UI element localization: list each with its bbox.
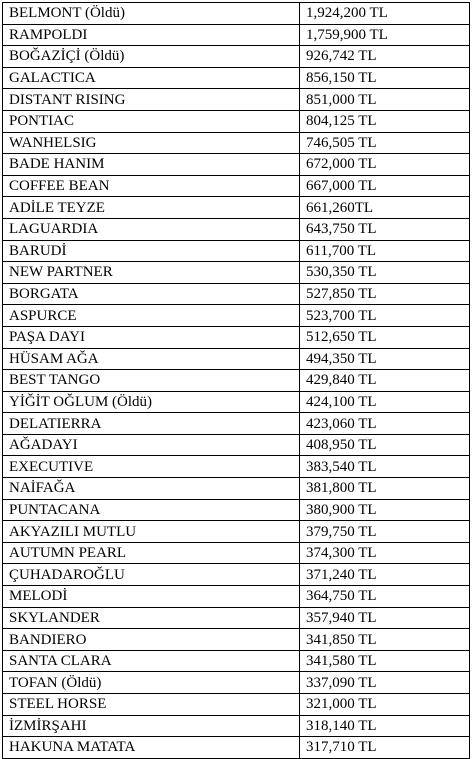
earnings-amount-cell: 364,750 TL <box>300 586 470 608</box>
horse-name-cell: NAİFAĞA <box>3 478 300 500</box>
horse-name-cell: BOĞAZİÇİ (Öldü) <box>3 46 300 68</box>
table-row <box>3 478 470 500</box>
table-row <box>3 197 470 219</box>
earnings-amount-cell: 317,710 TL <box>300 737 470 759</box>
table-row <box>3 283 470 305</box>
table-row <box>3 456 470 478</box>
horse-name-cell: HAKUNA MATATA <box>3 737 300 759</box>
earnings-amount-cell: 357,940 TL <box>300 607 470 629</box>
earnings-amount-cell: 408,950 TL <box>300 434 470 456</box>
horse-name-cell: YİĞİT OĞLUM (Öldü) <box>3 391 300 413</box>
horse-name-cell: COFFEE BEAN <box>3 175 300 197</box>
earnings-amount-cell: 374,300 TL <box>300 542 470 564</box>
horse-name-cell: RAMPOLDI <box>3 24 300 46</box>
horse-name-cell: DELATIERRA <box>3 413 300 435</box>
table-row <box>3 370 470 392</box>
table-row <box>3 240 470 262</box>
horse-name-cell: SANTA CLARA <box>3 650 300 672</box>
earnings-amount-cell: 926,742 TL <box>300 46 470 68</box>
horse-name-cell: AKYAZILI MUTLU <box>3 521 300 543</box>
earnings-amount-cell: 379,750 TL <box>300 521 470 543</box>
earnings-amount-cell: 512,650 TL <box>300 326 470 348</box>
earnings-amount-cell: 1,924,200 TL <box>300 3 470 25</box>
earnings-table <box>2 2 470 759</box>
horse-name-cell: WANHELSIG <box>3 132 300 154</box>
table-row <box>3 46 470 68</box>
table-row <box>3 326 470 348</box>
table-row <box>3 218 470 240</box>
horse-name-cell: MELODİ <box>3 586 300 608</box>
table-row <box>3 737 470 759</box>
earnings-amount-cell: 851,000 TL <box>300 89 470 111</box>
earnings-amount-cell: 1,759,900 TL <box>300 24 470 46</box>
horse-name-cell: STEEL HORSE <box>3 694 300 716</box>
earnings-amount-cell: 494,350 TL <box>300 348 470 370</box>
table-row <box>3 607 470 629</box>
table-row <box>3 348 470 370</box>
horse-name-cell: AUTUMN PEARL <box>3 542 300 564</box>
horse-name-cell: PAŞA DAYI <box>3 326 300 348</box>
table-row <box>3 586 470 608</box>
horse-name-cell: BADE HANIM <box>3 154 300 176</box>
horse-name-cell: HÜSAM AĞA <box>3 348 300 370</box>
earnings-amount-cell: 380,900 TL <box>300 499 470 521</box>
horse-name-cell: BARUDİ <box>3 240 300 262</box>
table-row <box>3 24 470 46</box>
horse-name-cell: ASPURCE <box>3 305 300 327</box>
table-row <box>3 650 470 672</box>
table-row <box>3 715 470 737</box>
horse-name-cell: LAGUARDIA <box>3 218 300 240</box>
earnings-amount-cell: 667,000 TL <box>300 175 470 197</box>
horse-name-cell: SKYLANDER <box>3 607 300 629</box>
horse-name-cell: ADİLE TEYZE <box>3 197 300 219</box>
table-row <box>3 391 470 413</box>
earnings-amount-cell: 527,850 TL <box>300 283 470 305</box>
table-row <box>3 132 470 154</box>
table-row <box>3 3 470 25</box>
earnings-amount-cell: 746,505 TL <box>300 132 470 154</box>
earnings-amount-cell: 318,140 TL <box>300 715 470 737</box>
table-row <box>3 175 470 197</box>
earnings-amount-cell: 804,125 TL <box>300 110 470 132</box>
horse-name-cell: PONTIAC <box>3 110 300 132</box>
earnings-amount-cell: 321,000 TL <box>300 694 470 716</box>
table-row <box>3 521 470 543</box>
earnings-amount-cell: 424,100 TL <box>300 391 470 413</box>
earnings-amount-cell: 423,060 TL <box>300 413 470 435</box>
horse-name-cell: İZMİRŞAHI <box>3 715 300 737</box>
horse-name-cell: EXECUTIVE <box>3 456 300 478</box>
earnings-amount-cell: 383,540 TL <box>300 456 470 478</box>
horse-name-cell: BANDIERO <box>3 629 300 651</box>
table-row <box>3 89 470 111</box>
table-row <box>3 305 470 327</box>
earnings-amount-cell: 856,150 TL <box>300 67 470 89</box>
table-row <box>3 629 470 651</box>
document-page <box>2 2 469 754</box>
earnings-amount-cell: 429,840 TL <box>300 370 470 392</box>
earnings-amount-cell: 661,260TL <box>300 197 470 219</box>
table-row <box>3 499 470 521</box>
table-row <box>3 564 470 586</box>
table-row <box>3 67 470 89</box>
horse-name-cell: TOFAN (Öldü) <box>3 672 300 694</box>
table-row <box>3 413 470 435</box>
horse-name-cell: BORGATA <box>3 283 300 305</box>
horse-name-cell: BELMONT (Öldü) <box>3 3 300 25</box>
earnings-amount-cell: 381,800 TL <box>300 478 470 500</box>
earnings-amount-cell: 611,700 TL <box>300 240 470 262</box>
table-row <box>3 262 470 284</box>
earnings-amount-cell: 672,000 TL <box>300 154 470 176</box>
earnings-amount-cell: 530,350 TL <box>300 262 470 284</box>
table-row <box>3 110 470 132</box>
horse-name-cell: GALACTICA <box>3 67 300 89</box>
earnings-amount-cell: 341,850 TL <box>300 629 470 651</box>
horse-name-cell: ÇUHADAROĞLU <box>3 564 300 586</box>
table-row <box>3 542 470 564</box>
table-row <box>3 694 470 716</box>
horse-name-cell: NEW PARTNER <box>3 262 300 284</box>
table-row <box>3 672 470 694</box>
horse-name-cell: PUNTACANA <box>3 499 300 521</box>
horse-name-cell: AĞADAYI <box>3 434 300 456</box>
table-row <box>3 154 470 176</box>
earnings-amount-cell: 643,750 TL <box>300 218 470 240</box>
table-row <box>3 434 470 456</box>
earnings-table-body <box>3 3 470 759</box>
horse-name-cell: DISTANT RISING <box>3 89 300 111</box>
earnings-amount-cell: 523,700 TL <box>300 305 470 327</box>
horse-name-cell: BEST TANGO <box>3 370 300 392</box>
earnings-amount-cell: 371,240 TL <box>300 564 470 586</box>
earnings-amount-cell: 341,580 TL <box>300 650 470 672</box>
earnings-amount-cell: 337,090 TL <box>300 672 470 694</box>
